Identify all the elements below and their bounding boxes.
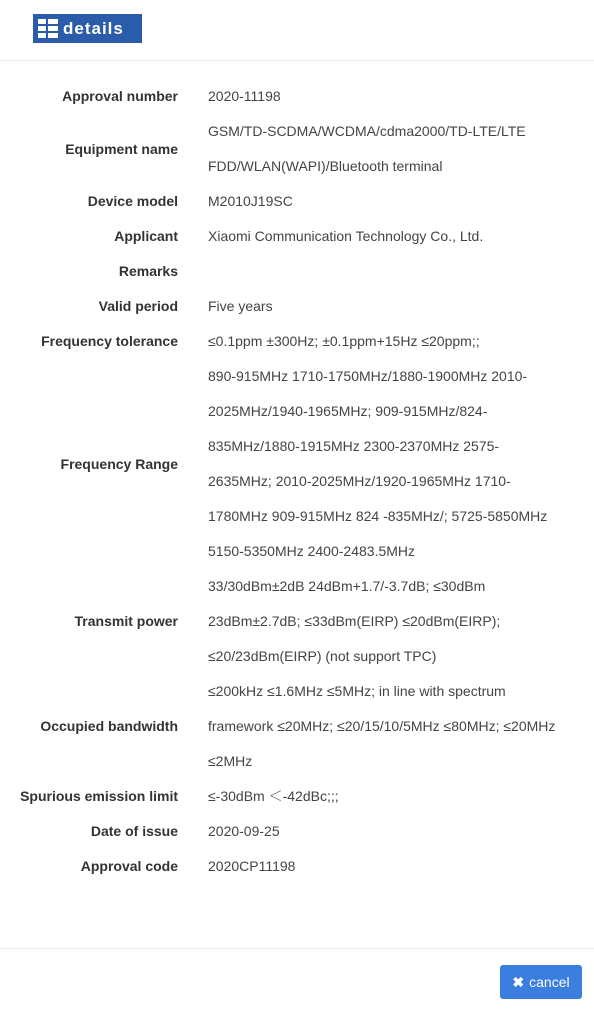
table-row (0, 359, 594, 569)
table-row (0, 569, 594, 674)
row-label: Spurious emission limit (20, 788, 178, 804)
row-value: GSM/TD-SCDMA/WCDMA/cdma2000/TD-LTE/LTE FDD/WLAN(WAPI)/Bluetooth terminal (208, 123, 526, 174)
details-table (0, 79, 594, 884)
row-value: ≤0.1ppm ±300Hz; ±0.1ppm+15Hz ≤20ppm;; (208, 333, 480, 349)
details-grid-icon (38, 19, 58, 39)
row-label: Equipment name (65, 140, 178, 157)
row-label: Device model (87, 193, 178, 209)
row-value: Five years (208, 298, 273, 314)
row-value (178, 254, 594, 289)
row-label: Valid period (98, 298, 178, 314)
row-label: Applicant (114, 228, 178, 244)
row-value: 2020-09-25 (208, 823, 280, 839)
details-badge (33, 14, 142, 43)
table-row (0, 849, 594, 884)
row-value: 2020-11198 (208, 88, 281, 104)
row-label: Date of issue (90, 823, 178, 839)
table-row (0, 79, 594, 114)
row-value: 890-915MHz 1710-1750MHz/1880-1900MHz 2010-2025MHz/1940-1965MHz; 909-915MHz/824-835MHz/1880-1915MHz 2300-2370MHz 2575-2635MHz; 2010-2025MHz/1920-1965MHz 1710-1780MHz 909-915MHz 824 -835MHz/; 5725-5850MHz 5150-5350MHz 2400-2483.5MHz (208, 368, 548, 559)
table-row (0, 184, 594, 219)
footer-divider (0, 948, 594, 949)
row-value: ≤200kHz ≤1.6MHz ≤5MHz; in line with spectrum framework ≤20MHz; ≤20/15/10/5MHz ≤80MHz; ≤20MHz ≤2MHz (208, 683, 556, 769)
row-value: ≤-30dBm ＜-42dBc;;; (208, 788, 339, 804)
row-value: 33/30dBm±2dB 24dBm+1.7/-3.7dB; ≤30dBm 23dBm±2.7dB; ≤33dBm(EIRP) ≤20dBm(EIRP); ≤20/23dBm(EIRP) (not support TPC) (208, 578, 501, 664)
row-value: 2020CP11198 (208, 858, 296, 874)
row-label: Occupied bandwidth (40, 718, 178, 734)
table-row (0, 219, 594, 254)
details-title: details (63, 18, 124, 38)
table-row (0, 324, 594, 359)
table-row (0, 289, 594, 324)
table-row (0, 814, 594, 849)
row-label: Remarks (118, 263, 178, 279)
table-row (0, 674, 594, 779)
row-label: Frequency tolerance (41, 333, 178, 349)
row-value: M2010J19SC (208, 193, 293, 209)
table-row (0, 779, 594, 814)
row-label: Transmit power (74, 613, 178, 629)
header-bar (0, 0, 594, 61)
close-icon: ✖ (512, 973, 525, 990)
row-label: Approval code (80, 858, 178, 874)
cancel-button[interactable] (500, 965, 582, 999)
row-value: Xiaomi Communication Technology Co., Ltd. (208, 228, 484, 244)
table-row (0, 254, 594, 289)
cancel-label: cancel (529, 974, 570, 990)
row-label: Frequency Range (60, 455, 178, 472)
row-label: Approval number (62, 88, 178, 104)
table-row (0, 114, 594, 184)
